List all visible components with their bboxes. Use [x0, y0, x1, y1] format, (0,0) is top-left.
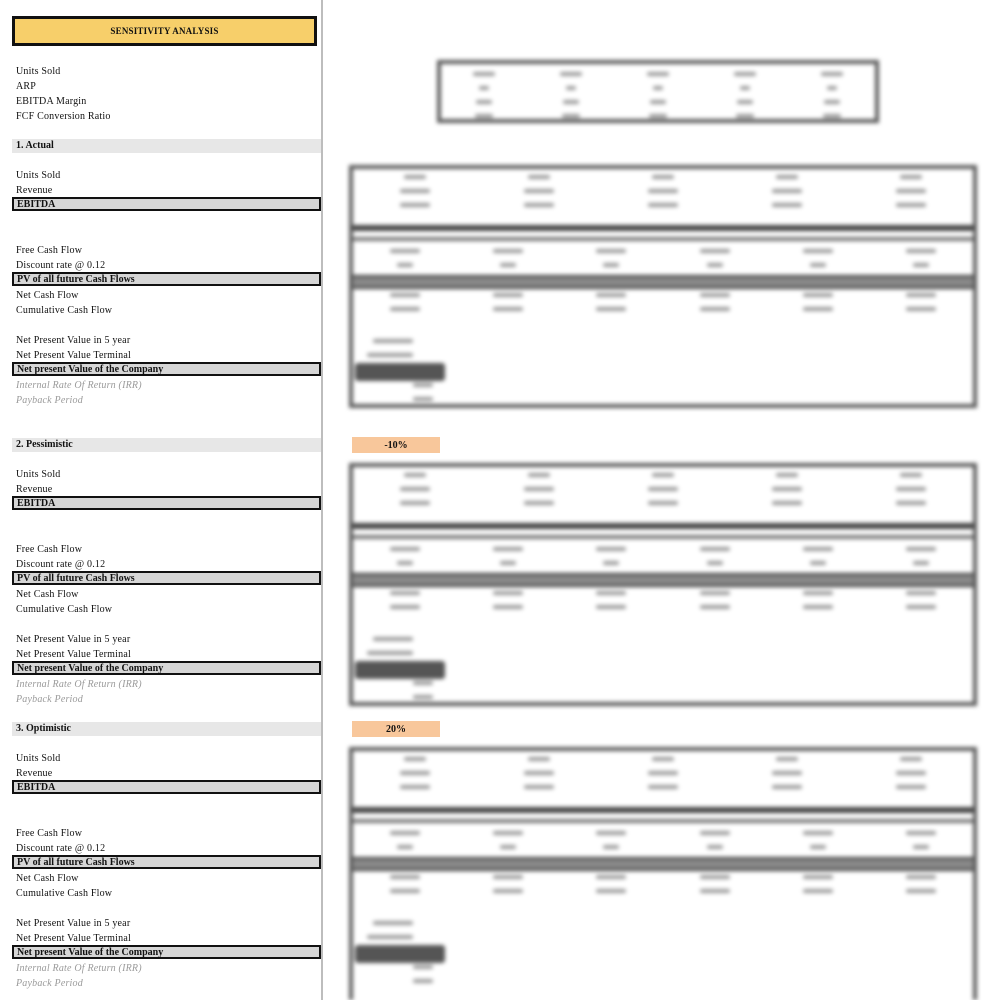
optimistic-units-sold-label: Units Sold: [16, 753, 61, 764]
actual-revenue-label: Revenue: [16, 185, 53, 196]
optimistic-ebitda-label: EBITDA: [12, 780, 321, 794]
optimistic-revenue-label: Revenue: [16, 768, 53, 779]
pessimistic-fcf-label: Free Cash Flow: [16, 544, 83, 555]
assumption-ebitda-margin-label: EBITDA Margin: [16, 96, 87, 107]
actual-values-table: [349, 165, 977, 408]
actual-irr-label: Internal Rate Of Return (IRR): [16, 380, 142, 391]
pessimistic-npv5-label: Net Present Value in 5 year: [16, 634, 131, 645]
pessimistic-payback-label: Payback Period: [16, 694, 83, 705]
assumption-fcf-conversion-label: FCF Conversion Ratio: [16, 111, 111, 122]
pessimistic-cum-label: Cumulative Cash Flow: [16, 604, 113, 615]
actual-pv-label: PV of all future Cash Flows: [12, 272, 321, 286]
actual-npvt-label: Net Present Value Terminal: [16, 350, 131, 361]
optimistic-npv5-label: Net Present Value in 5 year: [16, 918, 131, 929]
pessimistic-units-sold-label: Units Sold: [16, 469, 61, 480]
actual-ncf-label: Net Cash Flow: [16, 290, 79, 301]
optimistic-cum-label: Cumulative Cash Flow: [16, 888, 113, 899]
actual-discount-label: Discount rate @ 0.12: [16, 260, 106, 271]
optimistic-pv-label: PV of all future Cash Flows: [12, 855, 321, 869]
section-actual-header: 1. Actual: [12, 139, 321, 153]
assumptions-table: [437, 60, 879, 123]
pessimistic-npvc-label: Net present Value of the Company: [12, 661, 321, 675]
actual-fcf-label: Free Cash Flow: [16, 245, 83, 256]
section-optimistic-header: 3. Optimistic: [12, 722, 321, 736]
section-pessimistic-header: 2. Pessimistic: [12, 438, 321, 452]
actual-units-sold-label: Units Sold: [16, 170, 61, 181]
optimistic-irr-label: Internal Rate Of Return (IRR): [16, 963, 142, 974]
pessimistic-revenue-label: Revenue: [16, 484, 53, 495]
assumption-arp-label: ARP: [16, 81, 37, 92]
pessimistic-ncf-label: Net Cash Flow: [16, 589, 79, 600]
pessimistic-pct-cell: -10%: [352, 437, 440, 453]
pessimistic-values-table: [349, 463, 977, 706]
pessimistic-ebitda-label: EBITDA: [12, 496, 321, 510]
actual-payback-label: Payback Period: [16, 395, 83, 406]
actual-npv5-label: Net Present Value in 5 year: [16, 335, 131, 346]
optimistic-payback-label: Payback Period: [16, 978, 83, 989]
pessimistic-irr-label: Internal Rate Of Return (IRR): [16, 679, 142, 690]
assumption-units-sold-label: Units Sold: [16, 66, 61, 77]
pessimistic-npvt-label: Net Present Value Terminal: [16, 649, 131, 660]
optimistic-npvc-label: Net present Value of the Company: [12, 945, 321, 959]
optimistic-ncf-label: Net Cash Flow: [16, 873, 79, 884]
optimistic-npvt-label: Net Present Value Terminal: [16, 933, 131, 944]
actual-ebitda-label: EBITDA: [12, 197, 321, 211]
column-divider: [321, 0, 323, 1000]
optimistic-discount-label: Discount rate @ 0.12: [16, 843, 106, 854]
actual-npvc-label: Net present Value of the Company: [12, 362, 321, 376]
page-title: SENSITIVITY ANALYSIS: [12, 16, 317, 46]
optimistic-fcf-label: Free Cash Flow: [16, 828, 83, 839]
pessimistic-pv-label: PV of all future Cash Flows: [12, 571, 321, 585]
optimistic-pct-cell: 20%: [352, 721, 440, 737]
actual-cum-label: Cumulative Cash Flow: [16, 305, 113, 316]
pessimistic-discount-label: Discount rate @ 0.12: [16, 559, 106, 570]
optimistic-values-table: [349, 747, 977, 1000]
